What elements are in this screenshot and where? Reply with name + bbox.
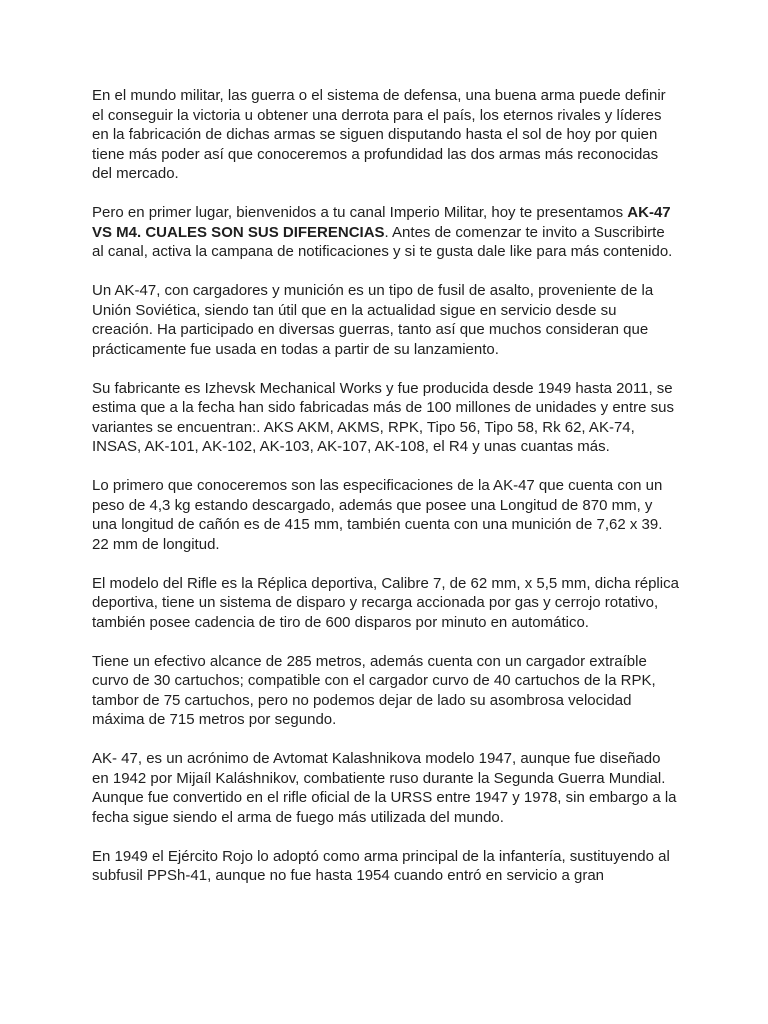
paragraph-rifle-model: El modelo del Rifle es la Réplica deportiva, Calibre 7, de 62 mm, x 5,5 mm, dicha réplica deportiva, tiene un sistema de disparo y recarga accionada por gas y cerrojo rotativo, también posee cadencia de tiro de 600 disparos por minuto en automático. — [92, 574, 679, 631]
paragraph-ak47-overview: Un AK-47, con cargadores y munición es un tipo de fusil de asalto, proveniente de la Unión Soviética, siendo tan útil que en la actualidad sigue en servicio desde su creación. Ha participado en diversas guerras, tanto así que muchos consideran que prácticamente fue usada en todas a partir de su lanzamiento. — [92, 282, 654, 358]
video-title: AK-47 VS M4. CUALES SON SUS DIFERENCIAS — [92, 204, 671, 241]
welcome-text-end: . Antes de comenzar te invito a Suscribirte al canal, activa la campana de notificaciones y si te gusta dale like para más contenido. — [92, 223, 673, 260]
paragraph-welcome — [92, 203, 680, 262]
paragraph-range: Tiene un efectivo alcance de 285 metros, además cuenta con un cargador extraíble curvo de 30 cartuchos; compatible con el cargador curvo de 40 cartuchos de la RPK, tambor de 75 cartuchos, pero no podemos dejar de lado su asombrosa velocidad máxima de 715 metros por segundo. — [92, 652, 656, 728]
document-page — [92, 86, 680, 905]
paragraph-intro: En el mundo militar, las guerra o el sistema de defensa, una buena arma puede definir el conseguir la victoria u obtener una derrota para el país, los eternos rivales y líderes en la fabricación de dichas armas se siguen disputando hasta el sol de hoy por quien tiene más poder así que conoceremos a profundidad las dos armas más reconocidas del mercado. — [92, 87, 666, 182]
paragraph-manufacturer: Su fabricante es Izhevsk Mechanical Works y fue producida desde 1949 hasta 2011, se estima que a la fecha han sido fabricadas más de 100 millones de unidades y entre sus variantes se encuentran:. AKS AKM, AKMS, RPK, Tipo 56, Tipo 58, Rk 62, AK-74, INSAS, AK-101, AK-102, AK-103, AK-107, AK-108, el R4 y unas cuantas más. — [92, 379, 675, 455]
paragraph-history: AK- 47, es un acrónimo de Avtomat Kalashnikova modelo 1947, aunque fue diseñado en 1942 por Mijaíl Kaláshnikov, combatiente ruso durante la Segunda Guerra Mundial. Aunque fue convertido en el rifle oficial de la URSS entre 1947 y 1978, sin embargo a la fecha sigue siendo el arma de fuego más utilizada del mundo. — [92, 750, 677, 826]
welcome-text-start: Pero en primer lugar, bienvenidos a tu canal Imperio Militar, hoy te presentamos — [92, 204, 628, 221]
paragraph-specifications: Lo primero que conoceremos son las especificaciones de la AK-47 que cuenta con un peso de 4,3 kg estando descargado, además que posee una Longitud de 870 mm, y una longitud de cañón es de 415 mm, también cuenta con una munición de 7,62 x 39. 22 mm de longitud. — [92, 477, 663, 553]
paragraph-adoption: En 1949 el Ejército Rojo lo adoptó como arma principal de la infantería, sustituyendo al subfusil PPSh-41, aunque no fue hasta 1954 cuando entró en servicio a gran — [92, 847, 670, 884]
